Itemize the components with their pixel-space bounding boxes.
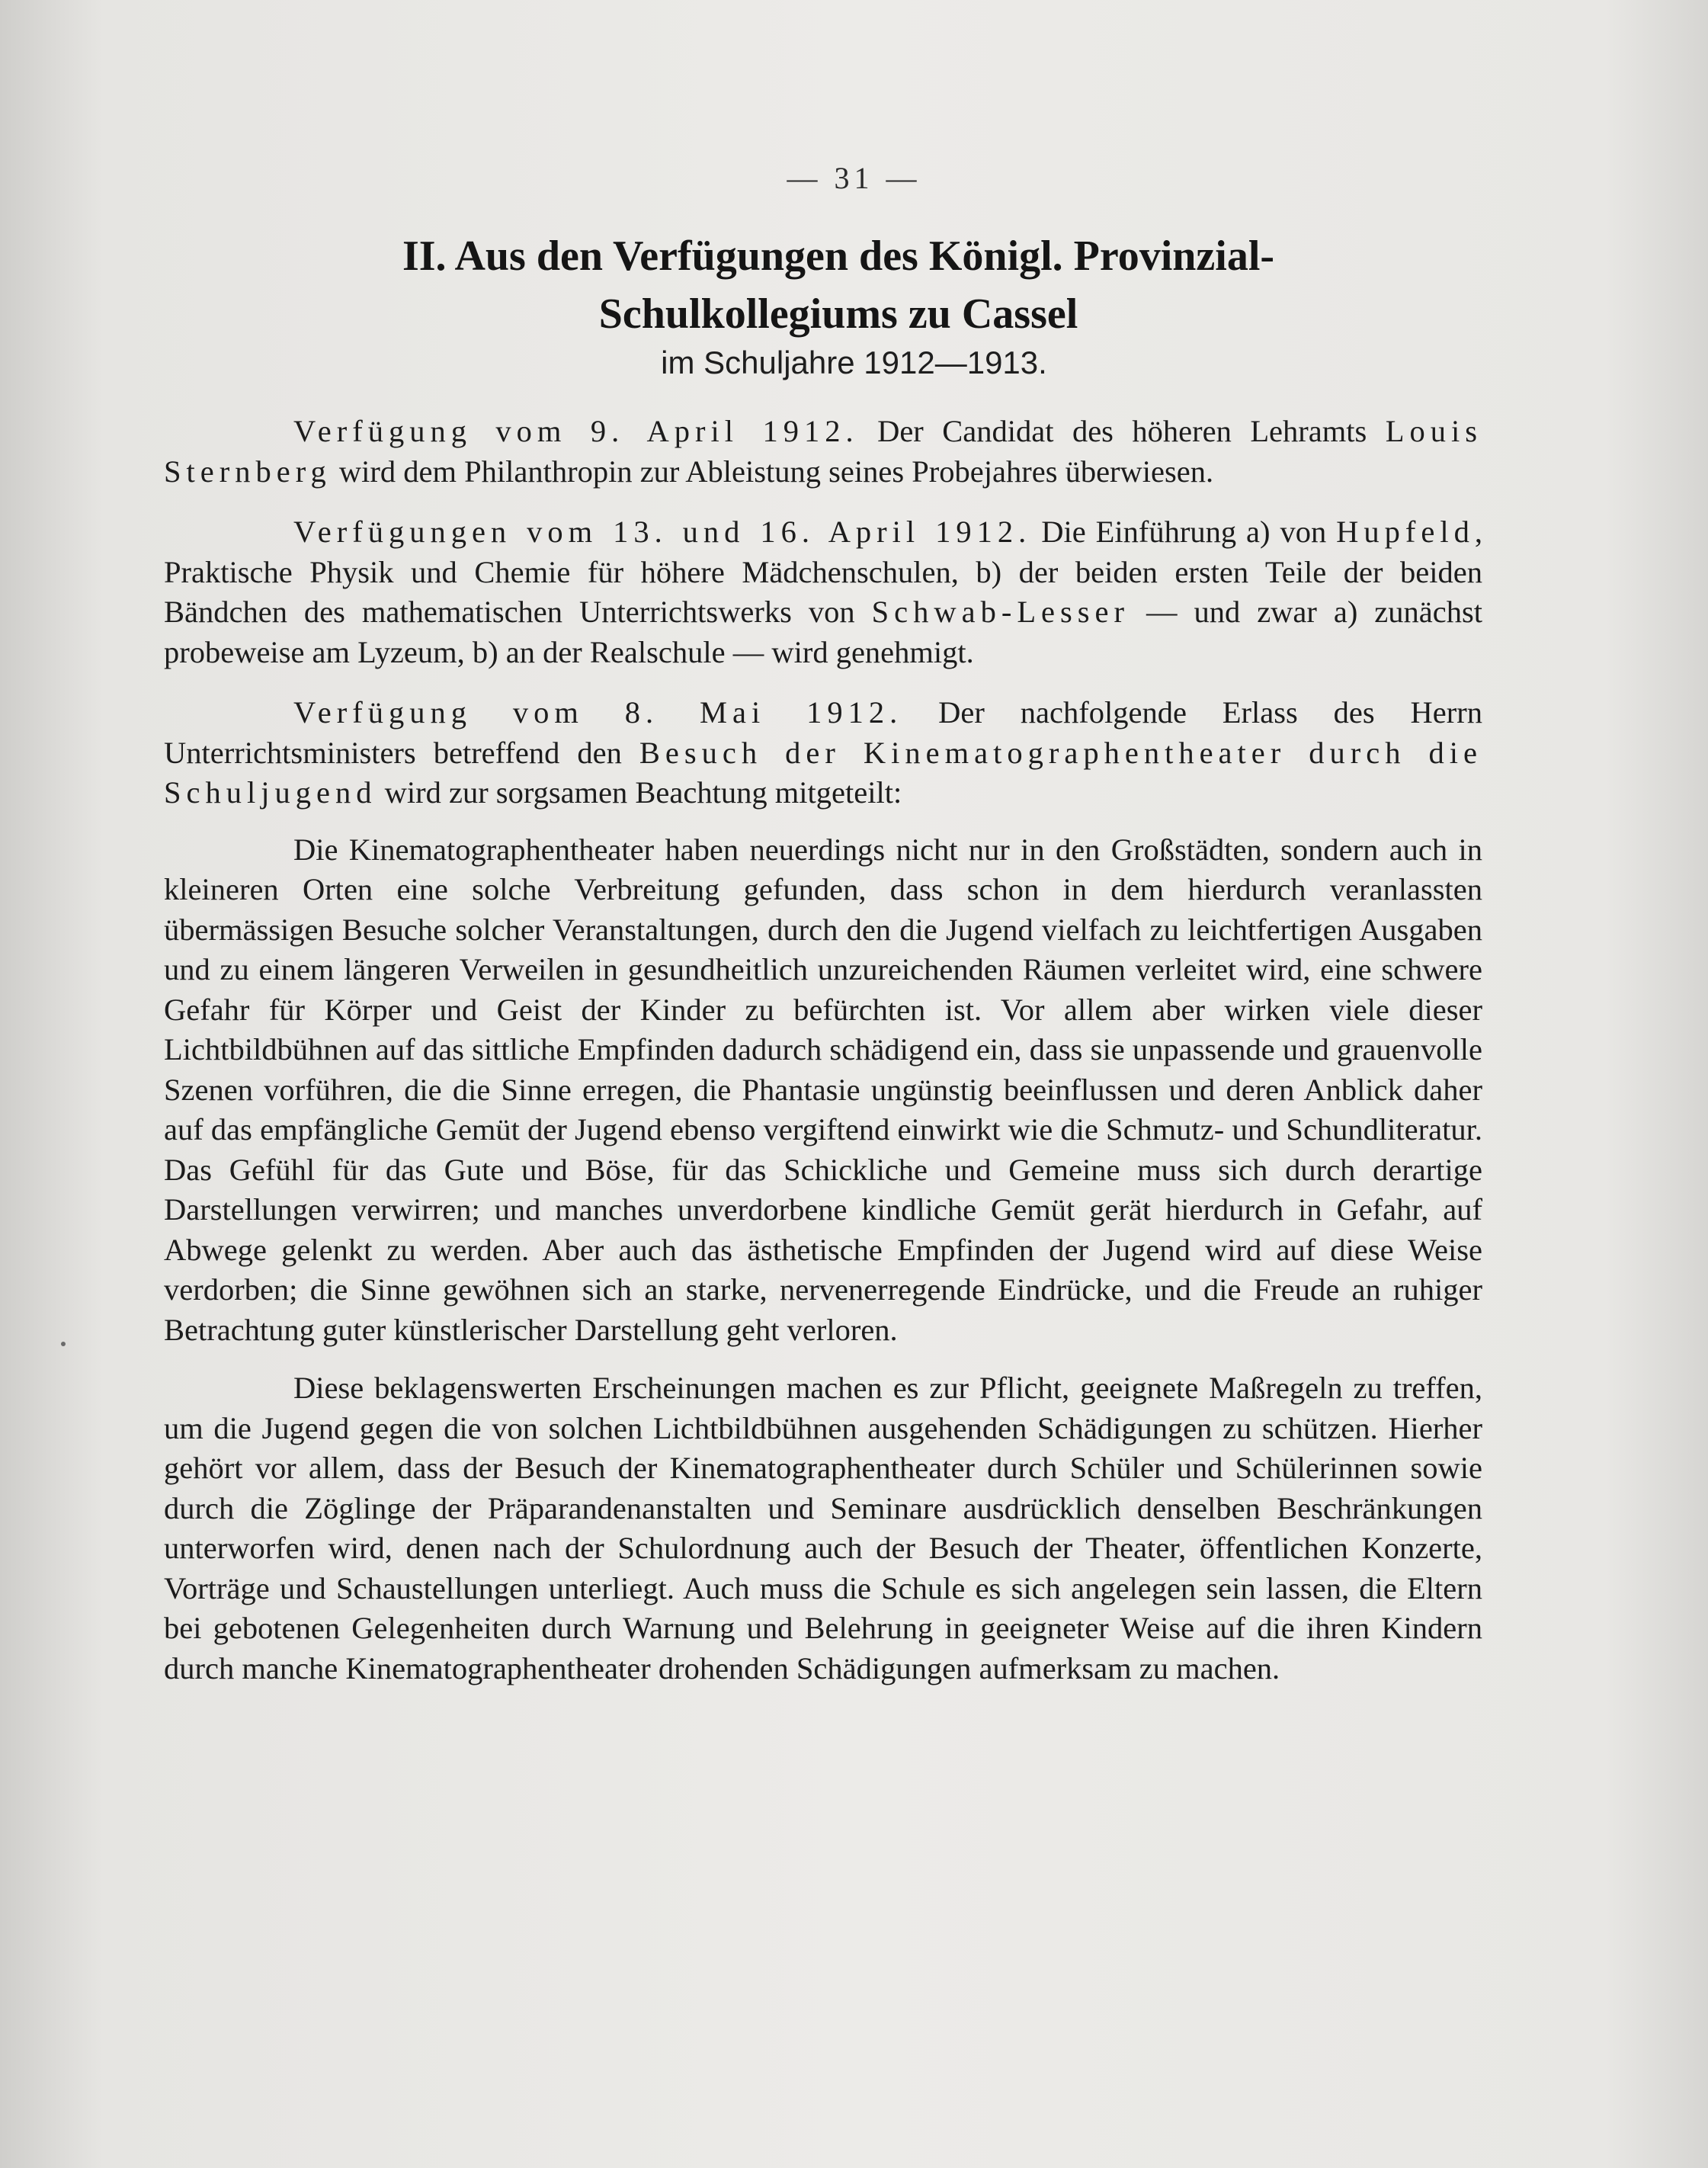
section-heading xyxy=(168,227,1509,343)
paragraph-text: Der Candidat des höheren Lehramts xyxy=(858,414,1386,448)
decree-lead: Verfügungen vom 13. und 16. April 1912. xyxy=(293,515,1032,549)
heading-line-2: Schulkollegiums zu Cassel xyxy=(598,290,1078,338)
paragraph-decree-1 xyxy=(164,412,1482,492)
paragraph-text: wird zur sorgsamen Beachtung mitgeteilt: xyxy=(377,775,902,810)
paragraph-text: Der nachfolgende Erlass des Herrn Unterrichtsministers betreffend den xyxy=(164,695,1483,770)
paragraph-text: , Praktische Physik und Chemie für höhere Mädchenschulen, b) der beiden ersten Teile der beiden Bändchen des mathematischen Unterrichtswerks von xyxy=(164,515,1482,629)
person-name: Schwab-Lesser xyxy=(871,595,1130,629)
quoted-paragraph: Die Kinematographentheater haben neuerdings nicht nur in den Großstädten, sondern auch in kleineren Orten eine solche Verbreitung gefunden, dass schon in dem hierdurch veranlassten übermässigen Besuche solcher Veranstaltungen, durch den die Jugend vielfach zu leichtfertigen Ausgaben und zu einem längeren Verweilen in gesundheitlich unzureichenden Räumen verleitet wird, eine schwere Gefahr für Körper und Geist der Kinder zu befürchten ist. Vor allem aber wirken viele dieser Lichtbildbühnen auf das sittliche Empfinden dadurch schädigend ein, dass sie unpassende und grauenvolle Szenen vorführen, die die Sinne erregen, die Phantasie ungünstig beeinflussen und deren Anblick daher auf das empfängliche Gemüt der Jugend ebenso vergiftend einwirkt wie die Schmutz- und Schundliteratur. Das Gefühl für das Gute und Böse, für das Schickliche und Gemeine muss sich durch derartige Darstellungen verwirren; und manches unverdorbene kindliche Gemüt gerät hierdurch in Gefahr, auf Abwege gelenkt zu werden. Aber auch das ästhetische Empfinden der Jugend wird auf diese Weise verdorben; die Sinne gewöhnen sich an starke, nervenerregende Eindrücke, und die Freude an ruhiger Betrachtung guter künstlerischer Darstellung geht verloren. xyxy=(164,832,1482,1347)
paper-speck xyxy=(61,1342,66,1346)
person-name: Hupfeld xyxy=(1336,515,1475,549)
paragraph-text: wird dem Philanthropin zur Ableistung seines Probejahres überwiesen. xyxy=(331,454,1214,489)
paragraph-decree-2 xyxy=(164,512,1482,672)
quoted-paragraph: Diese beklagenswerten Erscheinungen machen es zur Pflicht, geeignete Maßregeln zu treffen, um die Jugend gegen die von solchen Lichtbildbühnen ausgehenden Schädigungen zu schützen. Hierher gehört vor allem, dass der Besuch der Kinematographentheater durch Schüler und Schülerinnen sowie durch die Zöglinge der Präparandenanstalten und Seminare ausdrücklich denselben Beschränkungen unterworfen wird, denen nach der Schulordnung auch der Besuch der Theater, öffentlichen Konzerte, Vorträge und Schaustellungen unterliegt. Auch muss die Schule es sich angelegen sein lassen, die Eltern bei gebotenen Gelegenheiten durch Warnung und Belehrung in geeigneter Weise auf die ihren Kindern durch manche Kinematographentheater drohenden Schädigungen aufmerksam zu machen. xyxy=(164,1371,1482,1685)
paragraph-text: Die Einführung a) von xyxy=(1031,515,1337,549)
page-number: — 31 — xyxy=(787,161,921,195)
paragraph-text: — und zwar a) zunächst probeweise am Lyzeum, b) an der Realschule — wird genehmigt. xyxy=(164,595,1482,669)
decree-subject: Besuch der Kinematographentheater durch die Schuljugend xyxy=(164,735,1482,810)
person-name: Louis Sternberg xyxy=(164,414,1482,489)
decree-lead: Verfügung vom 9. April 1912. xyxy=(293,414,859,448)
decree-lead: Verfügung vom 8. Mai 1912. xyxy=(293,695,903,730)
section-subtitle: im Schuljahre 1912—1913. xyxy=(661,345,1047,380)
paragraph-decree-3 xyxy=(164,693,1482,813)
heading-line-1: II. Aus den Verfügungen des Königl. Provinzial- xyxy=(402,233,1275,280)
body-text xyxy=(164,412,1482,1707)
